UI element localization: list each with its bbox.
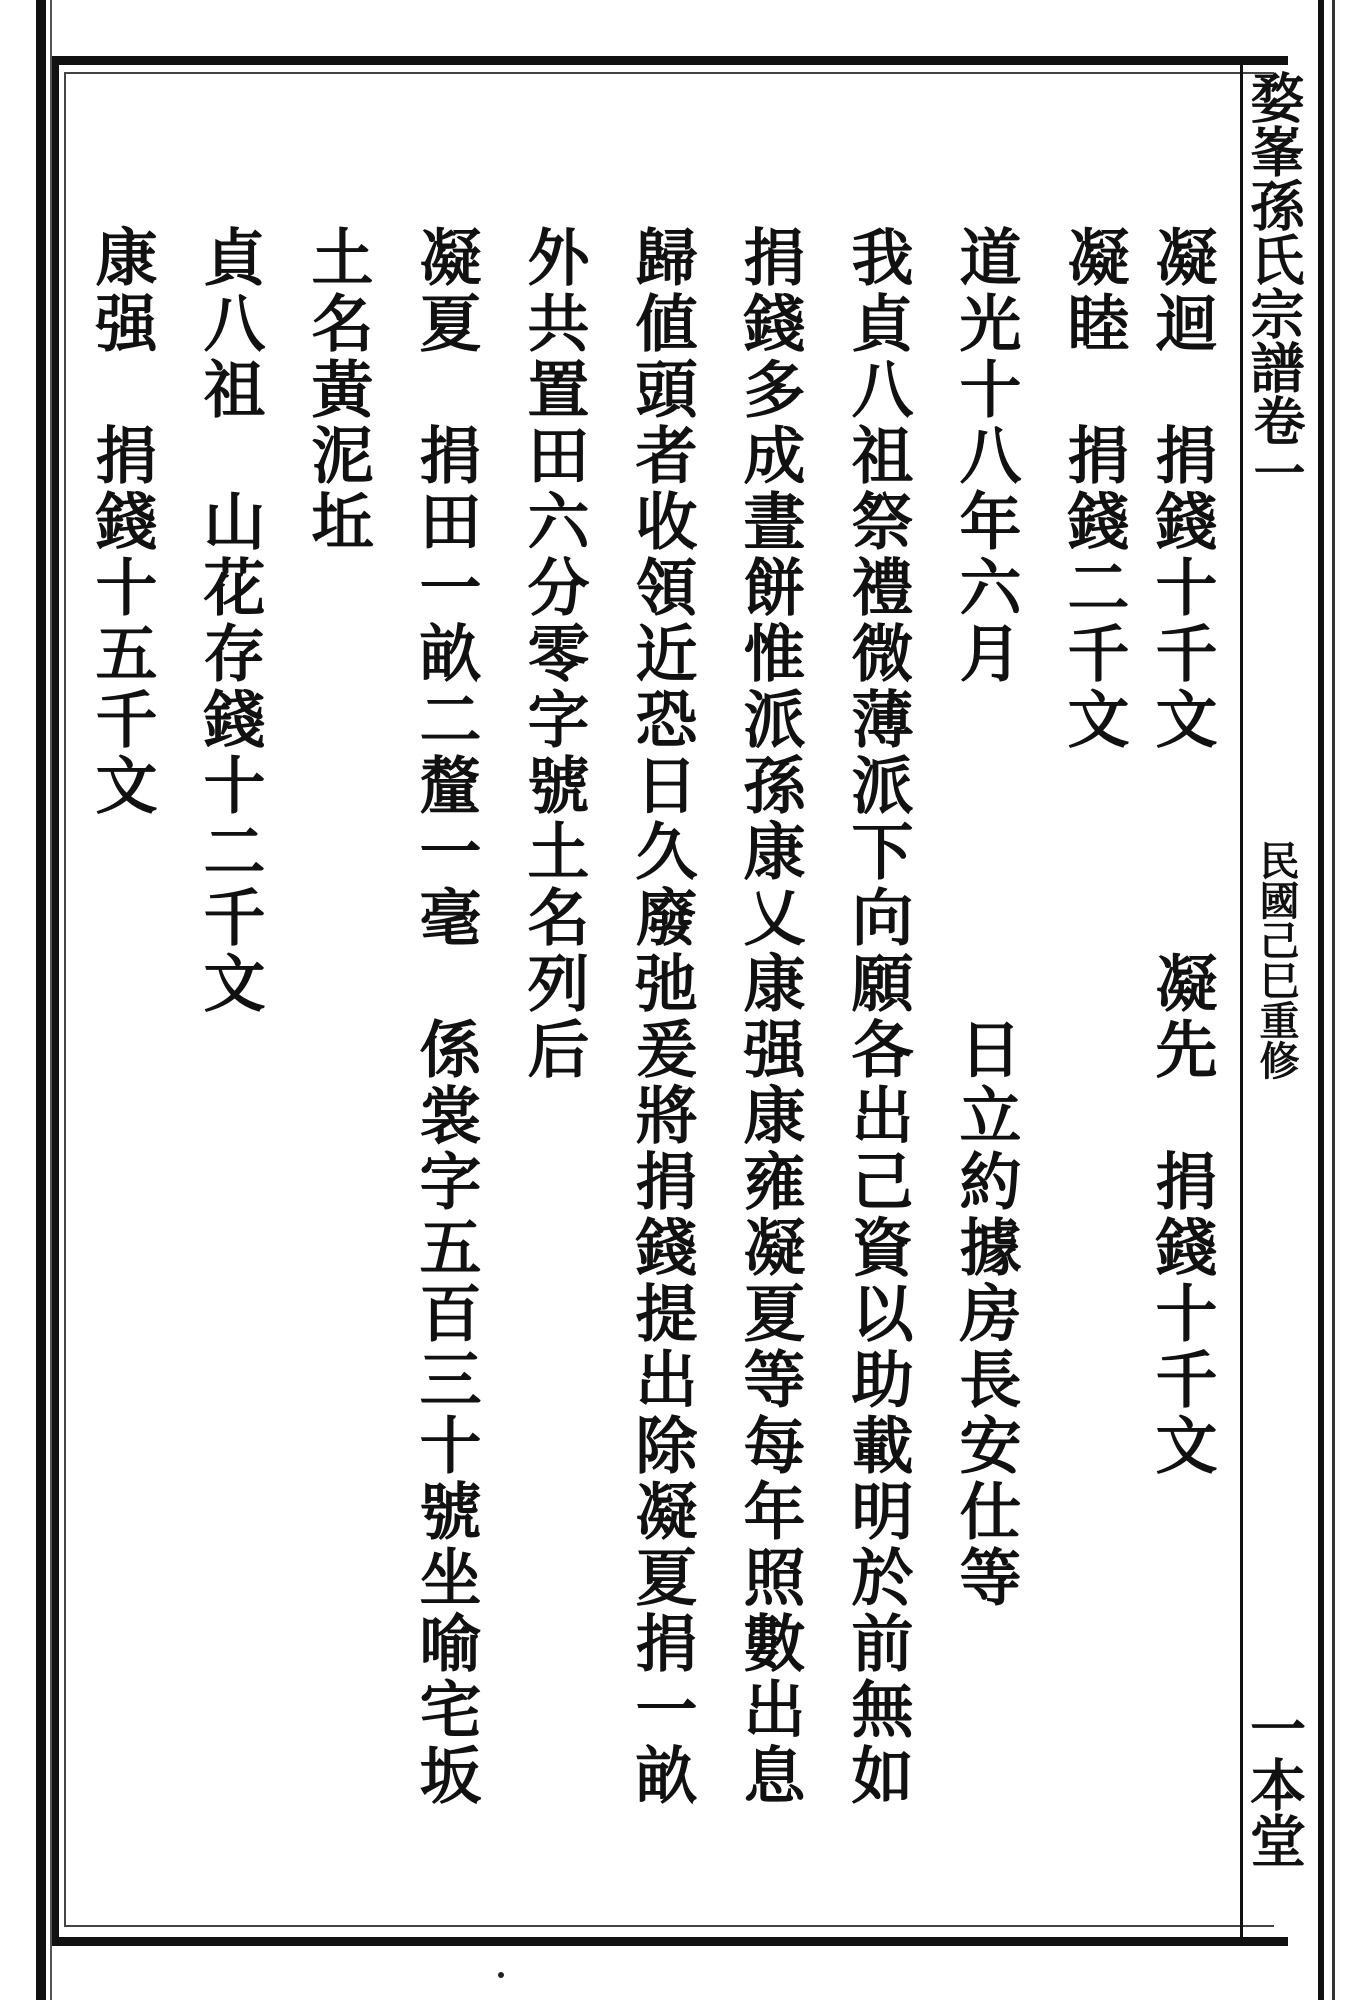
text-column-3: 道光十八年六月 日立約據房長安仕等 (949, 225, 1022, 1611)
ink-speck (498, 1972, 504, 1978)
genealogy-title (1244, 70, 1304, 498)
page-edge-right (1318, 0, 1324, 2000)
text-column-9: 土名黃泥坵 (301, 225, 374, 555)
page-edge-right-outer (1332, 0, 1335, 2000)
text-column-10: 貞八祖 山花存錢十二千文 (193, 225, 266, 1017)
edition-note: 民國己巳重修 (1253, 840, 1300, 1080)
text-column-6: 歸値頭者收領近恐日久廢弛爰將捐錢提出除凝夏捐一畝 (625, 225, 698, 1809)
text-column-1: 凝迴 捐錢十千文 凝先 捐錢十千文 (1145, 225, 1218, 1479)
hall-name: 一本堂 (1241, 1700, 1307, 1868)
text-column-11: 康强 捐錢十五千文 (85, 225, 158, 819)
book-title: 婺峯孫氏宗譜 (1242, 70, 1306, 394)
text-column-7: 外共置田六分零字號土名列后 (517, 225, 590, 1083)
text-column-4: 我貞八祖祭禮微薄派下向願各出己資以助載明於前無如 (841, 225, 914, 1809)
text-column-5: 捐錢多成晝餅惟派孫康乂康强康雍凝夏等每年照數出息 (733, 225, 806, 1809)
page-edge-left (36, 0, 46, 2000)
volume-label: 卷一 (1244, 394, 1305, 498)
text-column-8: 凝夏 捐田一畝二釐一毫 係裳字五百三十號坐喻宅坂 (409, 225, 482, 1809)
text-column-2: 凝睦 捐錢二千文 (1057, 225, 1130, 753)
